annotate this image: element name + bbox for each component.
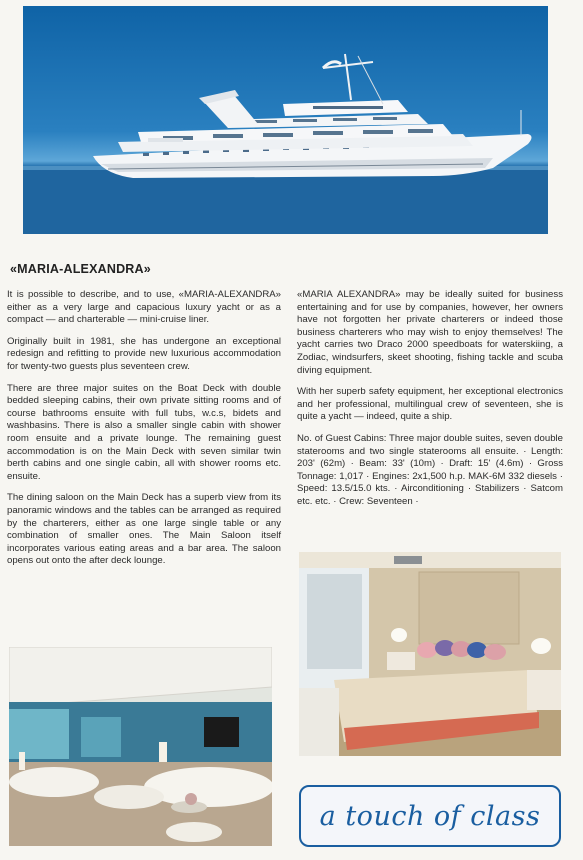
cabin-photo [299, 552, 561, 756]
business-paragraph: «MARIA ALEXANDRA» may be ideally suited for business entertaining and for use by companies, however, her owners have not forgotten her private charterers or indeed those business charterers who may wish to enjoy themselves! The yacht carries two Draco 2000 speedboats for waterskiing, a Zodiac, windsurfers, skeet shooting, fishing tackle and scuba diving equipment. [297, 289, 563, 376]
right-text-column [297, 289, 563, 518]
dining-paragraph: The dining saloon on the Main Deck has a superb view from its panoramic windows and the tables can be arranged as required by the charterers, either as one large single table or any combination of smaller ones. The Main Saloon itself incorporates various eating areas and a bar area. The saloon opens out onto the after deck lounge. [7, 492, 281, 567]
specifications-paragraph: No. of Guest Cabins: Three major double suites, seven double staterooms and two single staterooms all ensuite. · Length: 203' (62m) · Beam: 33' (10m) · Draft: 15' (4.6m) · Gross Tonnage: 1,017 · Engines: 2x1,500 h.p. MAK-6M 332 diesels · Speed: 13.5/15.0 kts. · Airconditioning · Stabilizers · Satcom etc. etc. · Crew: Seventeen · [297, 432, 563, 507]
suites-paragraph: There are three major suites on the Boat Deck with double bedded sleeping cabins, their own private sitting rooms and of course bathrooms ensuite with full tubs, w.c.s, bidets and washbasins. There is also a smaller single cabin with shower room ensuite and a private lounge. The remaining guest accommodation is on the Main Deck with seven similar twin berth cabins and one single cabin, all with shower rooms etc. ensuite. [7, 382, 281, 482]
tagline-text: a touch of class [319, 800, 541, 832]
saloon-photo [9, 647, 272, 846]
history-paragraph: Originally built in 1981, she has undergone an exceptional redesign and refitting to provide new luxurious accommodation for twenty-two guests plus seventeen crew. [7, 335, 281, 372]
safety-paragraph: With her superb safety equipment, her exceptional electronics and her professional, multilingual crew of seventeen, she is quite a yacht — indeed, quite a ship. [297, 386, 563, 423]
left-text-column [7, 289, 281, 577]
yacht-hero-image [23, 6, 548, 234]
tagline-box [299, 785, 561, 847]
intro-paragraph: It is possible to describe, and to use, «MARIA-ALEXANDRA» either as a very large and capacious luxury yacht or as a compact — and charterable — mini-cruise liner. [7, 289, 281, 326]
yacht-illustration [23, 6, 548, 234]
yacht-name-title: «MARIA-ALEXANDRA» [10, 262, 151, 276]
